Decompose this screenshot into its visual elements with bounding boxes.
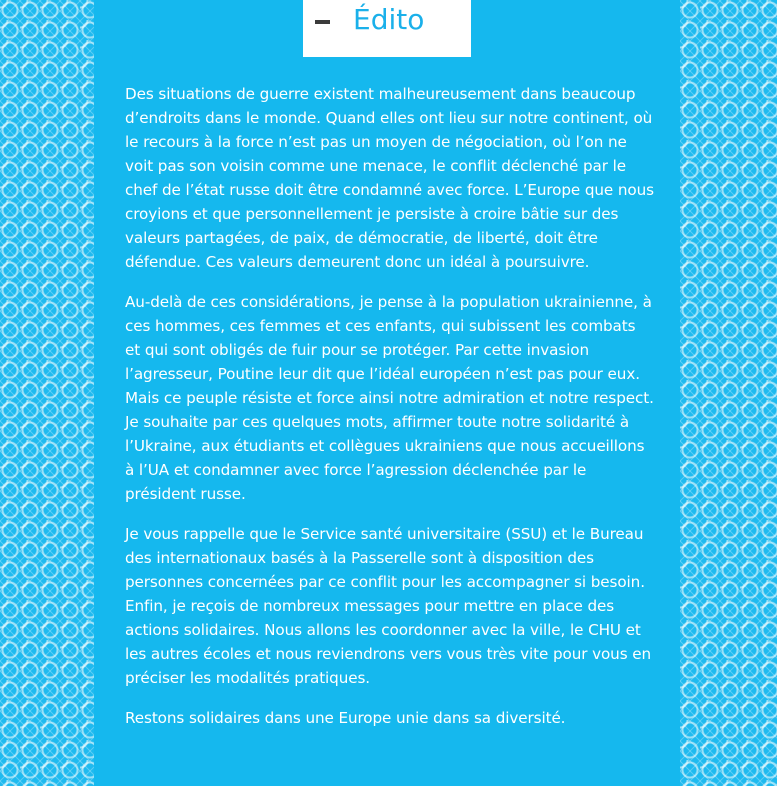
dash-icon (315, 20, 330, 24)
article-paragraph: Restons solidaires dans une Europe unie dans sa diversité. (125, 709, 566, 727)
article-paragraph: Des situations de guerre existent malheureusement dans beaucoup d’endroits dans le monde. Quand elles ont lieu sur notre continent, où le recours à la force n’est pas un moyen de négociation, où l’on ne voit pas son voisin comme une menace, le conflit déclenché par le chef de l’état russe doit être condamné avec force. L’Europe que nous croyions et que personnellement je persiste à croire bâtie sur des valeurs partagées, de paix, de démocratie, de liberté, doit être défendue. Ces valeurs demeurent donc un idéal à poursuivre. (125, 85, 654, 271)
content-panel (94, 0, 680, 786)
article-paragraph: Je vous rappelle que le Service santé universitaire (SSU) et le Bureau des internationaux basés à la Passerelle sont à disposition des personnes concernées par ce conflit pour les accompagner si besoin. Enfin, je reçois de nombreux messages pour mettre en place des actions solidaires. Nous allons les coordonner avec la ville, le CHU et les autres écoles et nous reviendrons vers vous très vite pour vous en préciser les modalités pratiques. (125, 525, 652, 687)
article-body (125, 82, 655, 746)
article-paragraph: Au-delà de ces considérations, je pense à la population ukrainienne, à ces hommes, ces femmes et ces enfants, qui subissent les combats et qui sont obligés de fuir pour se protéger. Par cette invasion l’agresseur, Poutine leur dit que l’idéal européen n’est pas pour eux. Mais ce peuple résiste et force ainsi notre admiration et notre respect. Je souhaite par ces quelques mots, affirmer toute notre solidarité à l’Ukraine, aux étudiants et collègues ukrainiens que nous accueillons à l’UA et condamner avec force l’agression déclenchée par le président russe. (125, 293, 654, 503)
page-title: Édito (353, 3, 425, 36)
title-box (303, 0, 471, 57)
